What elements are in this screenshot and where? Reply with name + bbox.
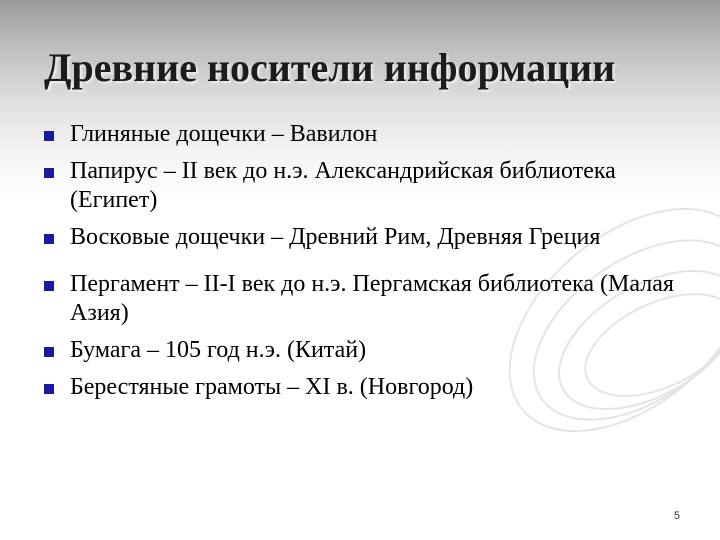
list-item-text: Бумага – 105 год н.э. (Китай) xyxy=(70,337,367,363)
bullet-list xyxy=(44,120,694,410)
square-bullet-icon xyxy=(44,168,54,178)
list-item xyxy=(44,223,694,252)
list-item-text: Папирус – II век до н.э. Александрийская библиотека (Египет) xyxy=(70,158,616,213)
list-item xyxy=(44,336,694,365)
square-bullet-icon xyxy=(44,347,54,357)
list-item xyxy=(44,157,694,215)
square-bullet-icon xyxy=(44,384,54,394)
list-item xyxy=(44,120,694,149)
square-bullet-icon xyxy=(44,131,54,141)
slide-number: 5 xyxy=(673,510,680,522)
list-item xyxy=(44,373,694,402)
list-item xyxy=(44,270,694,328)
list-item-text: Восковые дощечки – Древний Рим, Древняя Греция xyxy=(70,224,601,250)
list-item-text: Глиняные дощечки – Вавилон xyxy=(70,121,378,147)
list-item-text: Берестяные грамоты – XI в. (Новгород) xyxy=(70,374,474,400)
list-item-text: Пергамент – II-I век до н.э. Пергамская библиотека (Малая Азия) xyxy=(70,271,674,326)
square-bullet-icon xyxy=(44,234,54,244)
square-bullet-icon xyxy=(44,281,54,291)
slide-title: Древние носители информации xyxy=(44,45,616,90)
